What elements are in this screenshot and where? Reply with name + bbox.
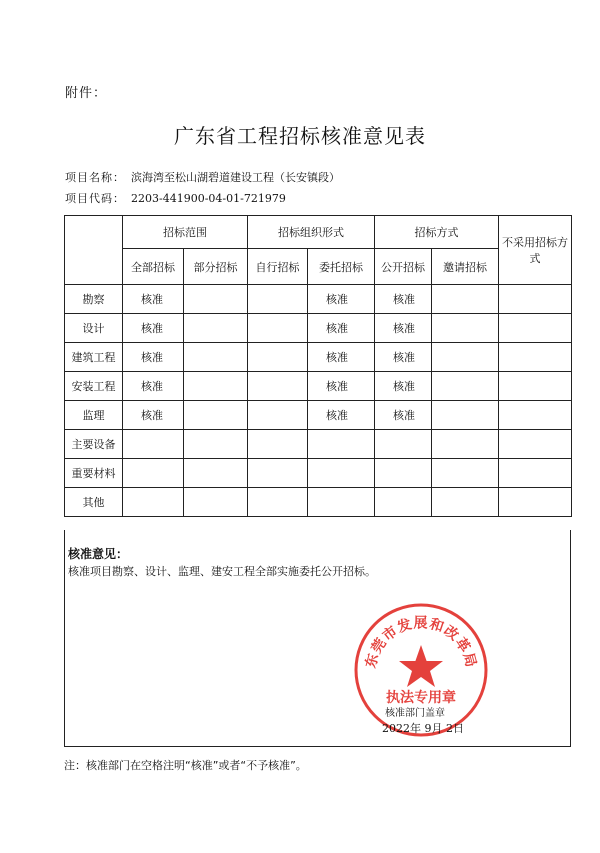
table-cell <box>499 459 572 488</box>
table-cell <box>248 314 308 343</box>
table-cell <box>248 401 308 430</box>
table-header-row <box>65 216 572 249</box>
opinion-body: 核准项目勘察、设计、监理、建安工程全部实施委托公开招标。 <box>68 565 376 578</box>
table-row <box>65 488 572 517</box>
table-cell <box>123 488 184 517</box>
table-cell <box>432 343 499 372</box>
table-cell <box>184 343 248 372</box>
row-label: 监理 <box>65 401 123 430</box>
table-cell: 核准 <box>123 343 184 372</box>
table-cell <box>375 430 432 459</box>
table-cell: 核准 <box>375 314 432 343</box>
table-cell: 核准 <box>123 285 184 314</box>
subheader-entrusted: 委托招标 <box>308 249 375 285</box>
table-cell <box>184 430 248 459</box>
table-cell <box>499 314 572 343</box>
project-code-row <box>65 190 286 206</box>
seal-dept-label: 核准部门盖章 <box>385 708 445 719</box>
footnote: 注：核准部门在空格注明“核准”或者“不予核准”。 <box>64 759 307 772</box>
row-label: 建筑工程 <box>65 343 123 372</box>
approval-table <box>64 215 572 517</box>
table-row <box>65 343 572 372</box>
row-label: 其他 <box>65 488 123 517</box>
table-cell: 核准 <box>375 285 432 314</box>
table-cell <box>248 285 308 314</box>
table-cell <box>248 430 308 459</box>
table-row <box>65 430 572 459</box>
subheader-self: 自行招标 <box>248 249 308 285</box>
table-row <box>65 314 572 343</box>
header-scope: 招标范围 <box>123 216 248 249</box>
table-cell <box>432 488 499 517</box>
table-cell <box>184 314 248 343</box>
table-cell <box>499 488 572 517</box>
subheader-full: 全部招标 <box>123 249 184 285</box>
table-cell: 核准 <box>123 314 184 343</box>
table-cell <box>123 459 184 488</box>
table-cell <box>248 343 308 372</box>
table-cell <box>432 459 499 488</box>
row-label: 重要材料 <box>65 459 123 488</box>
header-organization: 招标组织形式 <box>248 216 375 249</box>
table-row <box>65 372 572 401</box>
seal-top-text: 东莞市发展和改革局 <box>363 615 479 670</box>
table-cell <box>308 488 375 517</box>
table-cell <box>308 430 375 459</box>
table-cell <box>499 401 572 430</box>
project-code-value: 2203-441900-04-01-721979 <box>131 192 286 205</box>
page-title: 广东省工程招标核准意见表 <box>174 124 426 148</box>
table-cell <box>499 343 572 372</box>
table-body <box>65 285 572 517</box>
table-cell <box>432 314 499 343</box>
project-code-label: 项目代码： <box>65 192 125 205</box>
table-cell: 核准 <box>375 343 432 372</box>
header-no-tender: 不采用招标方式 <box>499 216 572 285</box>
table-cell <box>499 285 572 314</box>
table-cell: 核准 <box>308 314 375 343</box>
row-label: 设计 <box>65 314 123 343</box>
table-cell <box>432 285 499 314</box>
table-cell <box>308 459 375 488</box>
table-cell: 核准 <box>375 401 432 430</box>
header-method: 招标方式 <box>375 216 499 249</box>
corner-cell <box>65 216 123 285</box>
table-row <box>65 401 572 430</box>
table-cell <box>248 372 308 401</box>
table-row <box>65 459 572 488</box>
row-label: 勘察 <box>65 285 123 314</box>
table-cell <box>248 459 308 488</box>
subheader-partial: 部分招标 <box>184 249 248 285</box>
table-cell <box>184 285 248 314</box>
project-name-row <box>65 169 340 185</box>
row-label: 安装工程 <box>65 372 123 401</box>
table-subheader-row <box>65 249 572 285</box>
seal-bottom-text: 执法专用章 <box>386 690 456 706</box>
table-cell <box>184 401 248 430</box>
opinion-title: 核准意见： <box>68 547 129 561</box>
star-icon <box>399 645 443 687</box>
attachment-label: 附件： <box>65 86 108 101</box>
table-cell <box>123 430 184 459</box>
project-name-value: 滨海湾至松山湖碧道建设工程（长安镇段） <box>131 171 340 184</box>
row-label: 主要设备 <box>65 430 123 459</box>
subheader-open: 公开招标 <box>375 249 432 285</box>
approval-date: 2022年 9月 2日 <box>382 722 464 735</box>
table-cell <box>375 459 432 488</box>
table-cell <box>184 372 248 401</box>
table-cell: 核准 <box>308 372 375 401</box>
table-cell: 核准 <box>308 285 375 314</box>
table-cell <box>184 488 248 517</box>
table-cell: 核准 <box>308 343 375 372</box>
table-cell <box>432 372 499 401</box>
table-cell <box>248 488 308 517</box>
table-cell <box>499 372 572 401</box>
table-cell <box>432 430 499 459</box>
project-name-label: 项目名称： <box>65 171 125 184</box>
table-cell <box>184 459 248 488</box>
table-cell: 核准 <box>308 401 375 430</box>
table-cell <box>432 401 499 430</box>
subheader-invited: 邀请招标 <box>432 249 499 285</box>
table-cell: 核准 <box>123 372 184 401</box>
table-cell <box>375 488 432 517</box>
table-cell: 核准 <box>375 372 432 401</box>
table-cell: 核准 <box>123 401 184 430</box>
table-row <box>65 285 572 314</box>
table-cell <box>499 430 572 459</box>
